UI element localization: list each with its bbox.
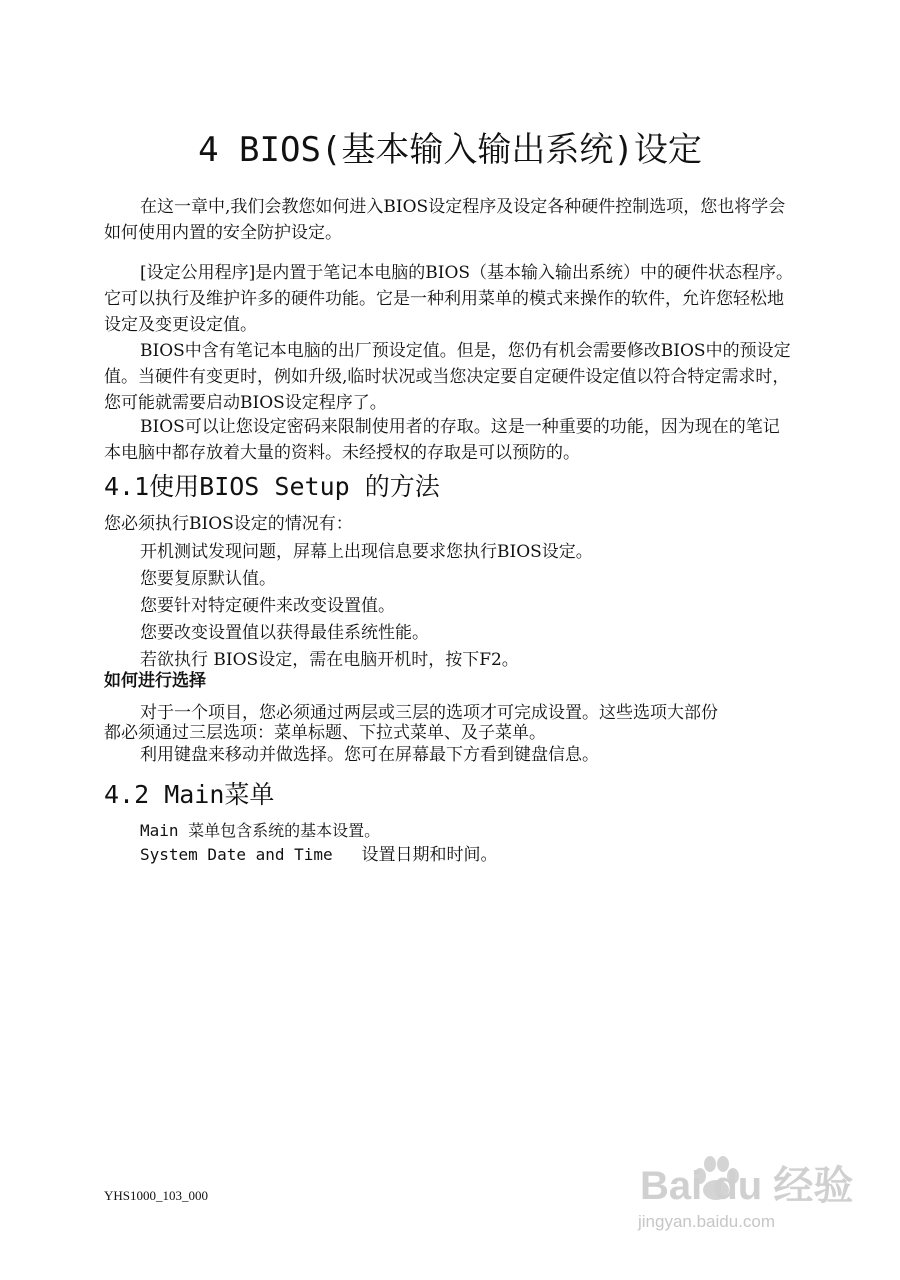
selection-text-line-1: 对于一个项目，您必须通过两层或三层的选项才可完成设置。这些选项大部份: [140, 703, 718, 723]
paragraph-intro-1: 在这一章中,我们会教您如何进入BIOS设定程序及设定各种硬件控制选项，您也将学会如何使用内置的安全防护设定。: [104, 197, 786, 243]
list-item: 您要针对特定硬件来改变设置值。: [140, 596, 395, 616]
date-time-row: [140, 842, 497, 868]
main-menu-description: [140, 818, 380, 844]
watermark-logo: Bai du 经验: [640, 1164, 854, 1208]
section-lead: 您必须执行BIOS设定的情况有：: [104, 514, 353, 534]
selection-text-line-2: 都必须通过三层选项：菜单标题、下拉式菜单、及子菜单。: [104, 723, 546, 743]
subheading-selection: 如何进行选择: [104, 671, 206, 691]
list-item: 若欲执行 BIOS设定，需在电脑开机时，按下F2。: [140, 650, 519, 670]
page-title: 4 BIOS(基本输入输出系统)设定: [198, 130, 702, 170]
paragraph-intro-2: [设定公用程序]是内置于笔记本电脑的BIOS（基本输入输出系统）中的硬件状态程序。它可以执行及维护许多的硬件功能。它是一种利用菜单的模式来操作的软件，允许您轻松地设定及变更设定值。: [104, 263, 794, 335]
section-heading-4-2: 4.2 Main菜单: [104, 780, 275, 809]
footer-doc-code: YHS1000_103_000: [104, 1188, 209, 1203]
watermark-url: jingyan.baidu.com: [638, 1212, 776, 1231]
date-time-desc: 设置日期和时间。: [361, 845, 498, 865]
selection-text-line-3: 利用键盘来移动并做选择。您可在屏幕最下方看到键盘信息。: [140, 745, 599, 765]
section-heading-4-1: 4.1使用BIOS Setup 的方法: [104, 472, 440, 501]
baidu-jingyan-watermark: [630, 1150, 860, 1250]
list-item: 开机测试发现问题，屏幕上出现信息要求您执行BIOS设定。: [140, 542, 593, 562]
main-menu-text: Main 菜单包含系统的基本设置。: [140, 821, 381, 840]
paragraph-intro-4: BIOS可以让您设定密码来限制使用者的存取。这是一种重要的功能，因为现在的笔记本电脑中都存放着大量的资料。未经授权的存取是可以预防的。: [104, 417, 780, 463]
list-item: 您要改变设置值以获得最佳系统性能。: [140, 623, 429, 643]
date-time-label: System Date and Time: [140, 845, 333, 864]
paragraph-intro-3: BIOS中含有笔记本电脑的出厂预设定值。但是，您仍有机会需要修改BIOS中的预设定值。当硬件有变更时，例如升级,临时状况或当您决定要自定硬件设定值以符合特定需求时，您可能就需要启动BIOS设定程序了。: [104, 341, 791, 413]
list-item: 您要复原默认值。: [140, 569, 276, 589]
